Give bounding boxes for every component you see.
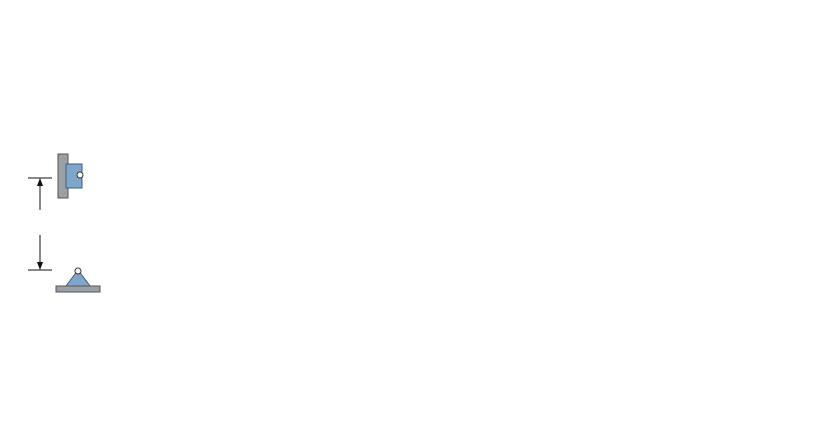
wall-support-k	[58, 154, 83, 198]
pin-support-a	[56, 268, 100, 292]
height-dimension	[28, 178, 52, 270]
